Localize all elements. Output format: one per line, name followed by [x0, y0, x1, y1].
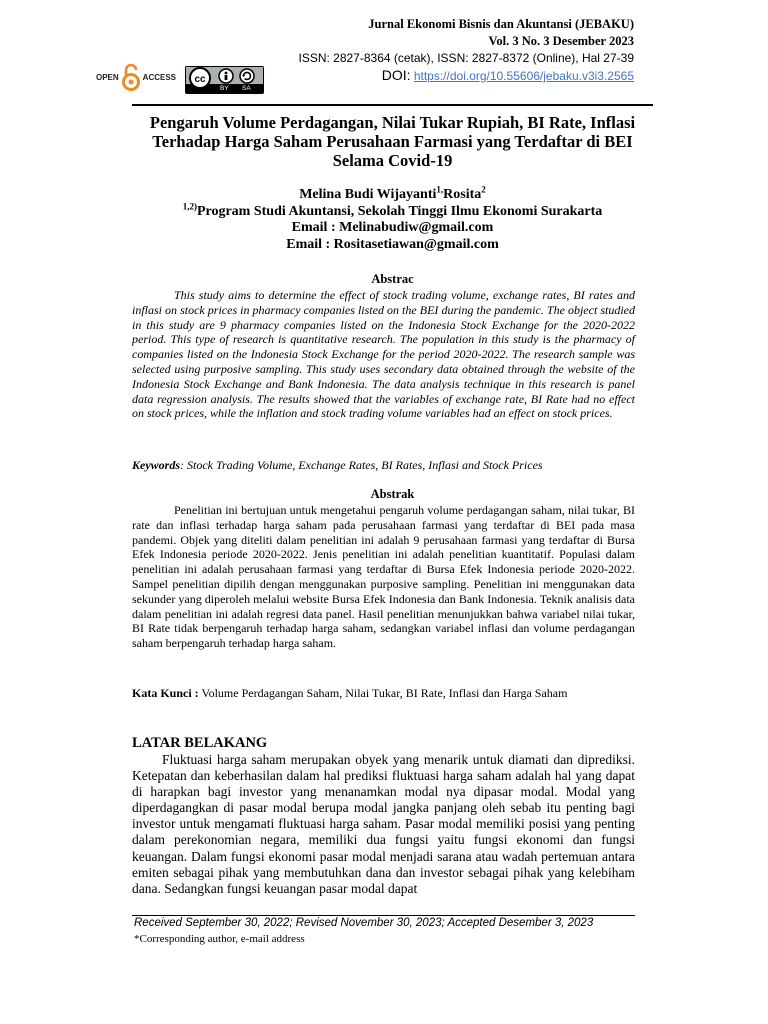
email-1: Email : Melinabudiw@gmail.com	[291, 220, 494, 235]
doi-link[interactable]: https://doi.org/10.55606/jebaku.v3i3.2565	[413, 69, 634, 83]
keywords-line	[132, 458, 635, 473]
journal-doi	[298, 67, 634, 85]
keywords-text: : Stock Trading Volume, Exchange Rates, BI Rates, Inflasi and Stock Prices	[180, 458, 543, 472]
open-access-left-text: OPEN	[96, 72, 119, 82]
affiliation-sup: 1,2)	[182, 200, 197, 211]
abstract-en-heading: Abstrac	[371, 272, 414, 286]
affiliation: Program Studi Akuntansi, Sekolah Tinggi Ilmu Ekonomi Surakarta	[196, 203, 603, 219]
footer-divider	[132, 915, 635, 916]
cc-by-sa-icon	[185, 66, 264, 94]
abstract-en-body	[132, 288, 635, 421]
open-access-right-text: ACCESS	[142, 72, 177, 82]
section-heading-latar-belakang: LATAR BELAKANG	[132, 735, 268, 751]
abstract-id-heading: Abstrak	[370, 487, 415, 501]
header-divider	[132, 104, 653, 106]
author-1: Melina Budi Wijayanti	[299, 187, 437, 202]
footer-dates: Received September 30, 2022; Revised November 30, 2023; Accepted Desember 3, 2023	[134, 917, 594, 929]
author-1-sup: 1,	[436, 184, 444, 195]
journal-name: Jurnal Ekonomi Bisnis dan Akuntansi (JEBAKU)	[368, 17, 634, 31]
email-2: Email : Rositasetiawan@gmail.com	[286, 236, 499, 252]
kata-kunci-text: Volume Perdagangan Saham, Nilai Tukar, BI Rate, Inflasi dan Harga Saham	[198, 686, 568, 700]
author-line	[132, 184, 653, 204]
kata-kunci-line	[132, 686, 635, 701]
paper-title: Pengaruh Volume Perdagangan, Nilai Tukar Rupiah, BI Rate, Inflasi Terhadap Harga Saham Perusahaan Farmasi yang Terdaftar di BEI Selama Covid-19	[149, 113, 636, 170]
journal-volume: Vol. 3 No. 3 Desember 2023	[488, 34, 634, 48]
author-2-sup: 2	[481, 184, 486, 195]
svg-text:cc: cc	[194, 74, 206, 85]
journal-header	[298, 16, 634, 85]
latar-belakang-text: Fluktuasi harga saham merupakan obyek yang menarik untuk diamati dan diprediksi. Ketepatan dan keberhasilan dalam hal prediksi fluktuasi harga saham adalah hal yang dapat di harapkan bagi investor yang menanamkan modal nya dipasar modal. Modal yang diperdagangkan di pasar modal berupa modal jangka panjang oleh sebab itu penting bagi investor untuk mengamati fluktuasi harga saham. Pasar modal memiliki posisi yang penting dalam perekonomian negara, memiliki dua fungsi yaitu fungsi ekonomi dan fungsi keuangan. Dalam fungsi ekonomi pasar modal menjadi sarana atau wadah pertemuan antara emiten sebagai pihak yang membutuhkan dana dan investor sebagai pihak yang kelebiham dana. Sedangkan fungsi keuangan pasar modal dapat	[132, 752, 635, 896]
cc-sa-label: SA	[242, 85, 251, 92]
keywords-label: Keywords	[132, 458, 180, 472]
abstract-en-text: This study aims to determine the effect of stock trading volume, exchange rates, BI rates and inflasi on stock prices in pharmacy companies listed on the BEI during the pandemic. The object studied in this study are 9 pharmacy companies listed on the Indonesia Stock Exchange for the 2020-2022 period. This type of research is quantitative research. The population in this study is the pharmacy of companies listed on the Indonesia Stock Exchange for the period 2020-2022. The research sample was selected using purposive sampling. This study uses secondary data obtained through the website of the Indonesia Stock Exchange and Bank Indonesia. The data analysis technique in this research is panel data regression analysis. The results showed that the variables of exchange rate, BI Rate had no effect on stock prices, while the inflation and stock trading volume variables had an effect on stock prices.	[132, 288, 635, 421]
cc-by-label: BY	[220, 85, 229, 92]
doi-label: DOI:	[381, 67, 411, 83]
latar-belakang-body	[132, 752, 635, 897]
authors-block	[132, 184, 653, 253]
journal-issn: ISSN: 2827-8364 (cetak), ISSN: 2827-8372 (Online), Hal 27-39	[298, 51, 634, 65]
abstract-id-text: Penelitian ini bertujuan untuk mengetahui pengaruh volume perdagangan saham, nilai tukar, BI rate dan inflasi terhadap harga saham pada perusahaan farmasi yang terdaftar di BEI pada masa pandemi. Objek yang diteliti dalam penelitian ini adalah 9 perusahaan farmasi yang terdaftar di Bursa Efek Indonesia periode 2020-2022. Jenis penelitian ini adalah penelitian kuantitatif. Populasi dalam penelitian ini adalah perusahaan farmasi yang terdaftar di Bursa Efek Indonesia periode 2020-2022. Sampel penelitian dipilih dengan menggunakan purposive sampling. Penelitian ini menggunakan data sekunder yang diperoleh melalui website Bursa Efek Indonesia dan Bank Indonesia. Teknik analisis data dalam penelitian ini adalah regresi data panel. Hasil penelitian menunjukkan bahwa variabel nilai tukar, BI Rate tidak berpengaruh terhadap harga saham, sedangkan variabel inflasi dan volume perdagangan saham berpengaruh terhadap harga saham.	[132, 503, 635, 651]
footer-corresponding: *Corresponding author, e-mail address	[134, 933, 305, 945]
abstract-id-body	[132, 503, 635, 651]
open-access-icon	[120, 62, 142, 92]
kata-kunci-label: Kata Kunci :	[132, 686, 199, 700]
open-access-logo	[96, 62, 176, 92]
author-2: Rosita	[443, 187, 482, 202]
affiliation-line	[132, 200, 653, 221]
